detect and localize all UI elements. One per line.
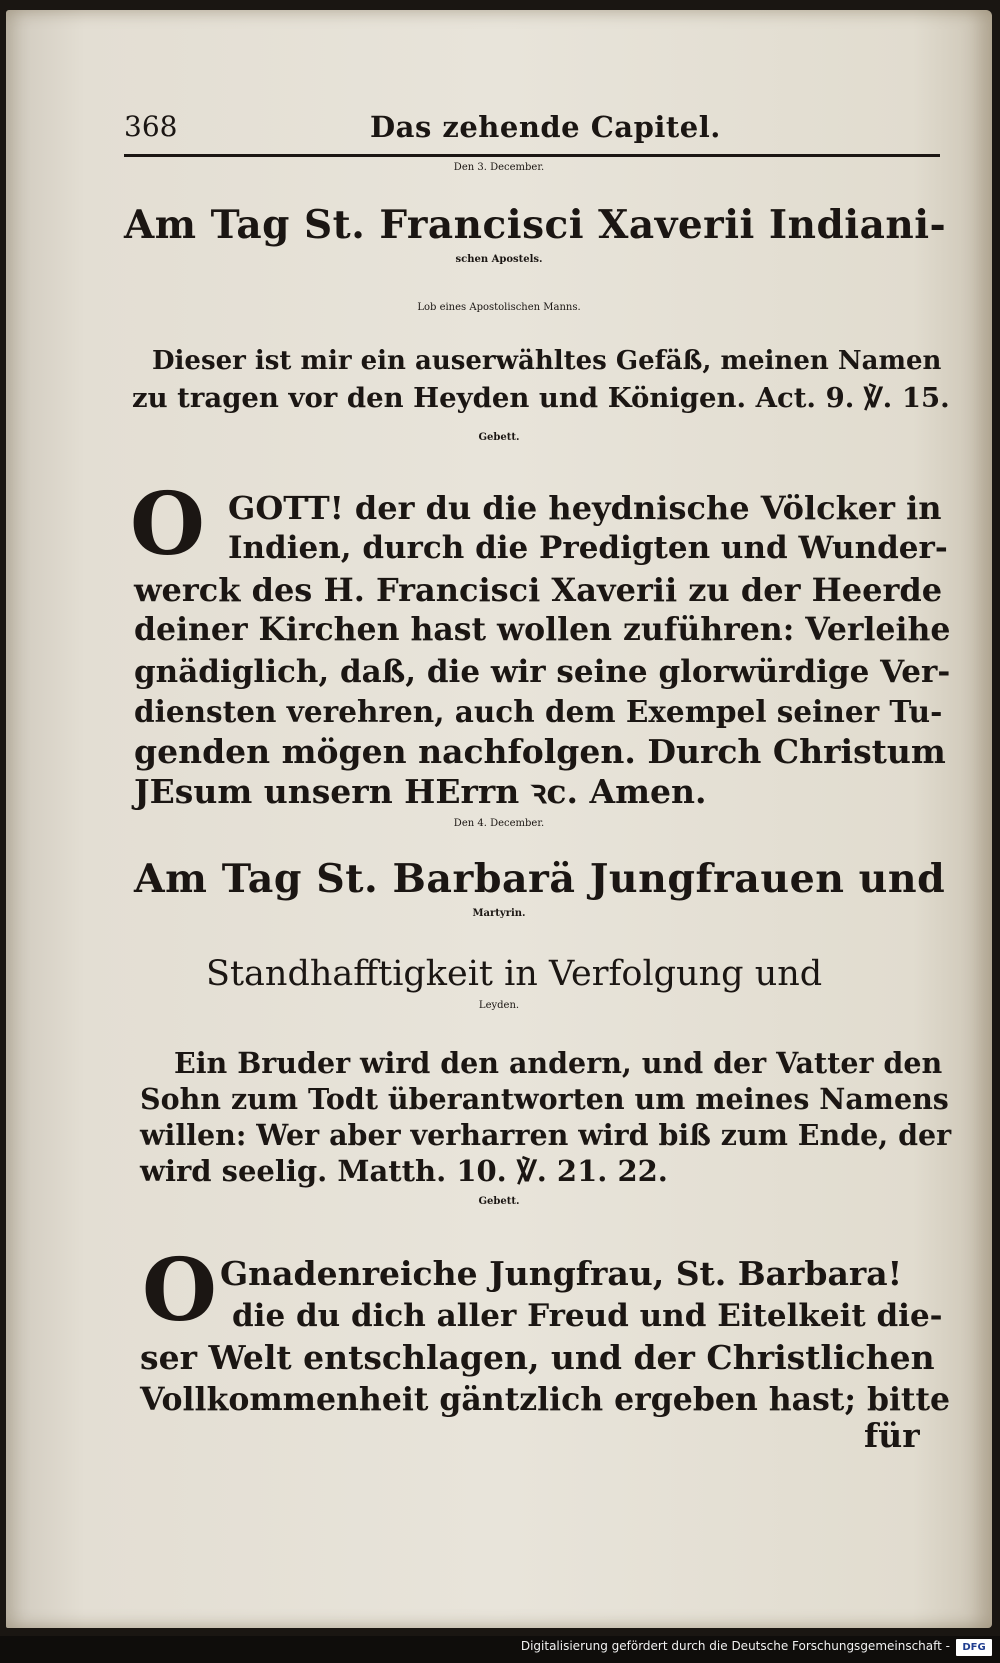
entry2-drop-cap: O (142, 1240, 217, 1341)
entry1-motto-line1: Dieser ist mir ein auserwähltes Gefäß, meinen Namen (152, 346, 942, 376)
entry1-prayer-line: genden mögen nachfolgen. Durch Christum (134, 732, 946, 771)
entry2-motto-line: Ein Bruder wird den andern, und der Vatter den (174, 1046, 943, 1080)
entry1-feast-line1: Am Tag St. Francisci Xaverii Indiani- (124, 202, 947, 248)
entry1-prayer-line: diensten verehren, auch dem Exempel seiner Tu- (134, 694, 943, 729)
entry2-feast-line1: Am Tag St. Barbarä Jungfrauen und (134, 856, 946, 902)
dfg-logo-icon: DFG (956, 1639, 992, 1656)
book-page (6, 10, 992, 1628)
entry1-theme: Lob eines Apostolischen Manns. (417, 302, 581, 313)
entry1-prayer-line: deiner Kirchen hast wollen zuführen: Verleihe (134, 611, 951, 648)
entry1-drop-cap: O (130, 474, 205, 575)
entry2-date: Den 4. December. (453, 818, 545, 829)
entry2-prayer-line: Gnadenreiche Jungfrau, St. Barbara! (220, 1254, 903, 1293)
entry1-prayer-line: werck des H. Francisci Xaverii zu der Heerde (134, 571, 943, 609)
footer-credit: Digitalisierung gefördert durch die Deutsche Forschungsgemeinschaft - (520, 1639, 950, 1653)
entry2-prayer-line: die du dich aller Freud und Eitelkeit die- (232, 1298, 943, 1334)
entry1-feast-line2: schen Apostels. (455, 254, 543, 265)
entry2-prayer-heading: Gebett. (478, 1196, 520, 1207)
entry2-catchword: für (864, 1416, 920, 1455)
entry2-prayer-line: ser Welt entschlagen, und der Christlichen (140, 1338, 935, 1377)
entry2-theme-line1: Standhafftigkeit in Verfolgung und (206, 954, 823, 994)
entry2-theme-line2: Leyden. (478, 1000, 520, 1011)
header-rule (124, 154, 940, 157)
digitization-footer (0, 1636, 1000, 1663)
running-title: Das zehende Capitel. (370, 110, 721, 144)
entry2-motto-line: wird seelig. Matth. 10. ℣. 21. 22. (140, 1154, 668, 1188)
entry1-motto-line2: zu tragen vor den Heyden und Königen. Act. 9. ℣. 15. (132, 382, 950, 414)
entry1-prayer-line: JEsum unsern HErrn ꝛc. Amen. (134, 772, 707, 811)
entry2-feast-line2: Martyrin. (472, 908, 526, 919)
entry1-prayer-heading: Gebett. (478, 432, 520, 443)
entry1-prayer-line: gnädiglich, daß, die wir seine glorwürdige Ver- (134, 654, 951, 690)
entry2-prayer-line: Vollkommenheit gäntzlich ergeben hast; bitte (140, 1381, 951, 1418)
entry1-prayer-line: Indien, durch die Predigten und Wunder- (228, 530, 948, 566)
entry1-date: Den 3. December. (453, 162, 545, 173)
page-number: 368 (124, 110, 178, 143)
entry2-motto-line: Sohn zum Todt überantworten um meines Namens (140, 1082, 949, 1116)
entry1-prayer-line: GOTT! der du die heydnische Völcker in (228, 489, 942, 527)
entry2-motto-line: willen: Wer aber verharren wird biß zum Ende, der (140, 1118, 952, 1152)
